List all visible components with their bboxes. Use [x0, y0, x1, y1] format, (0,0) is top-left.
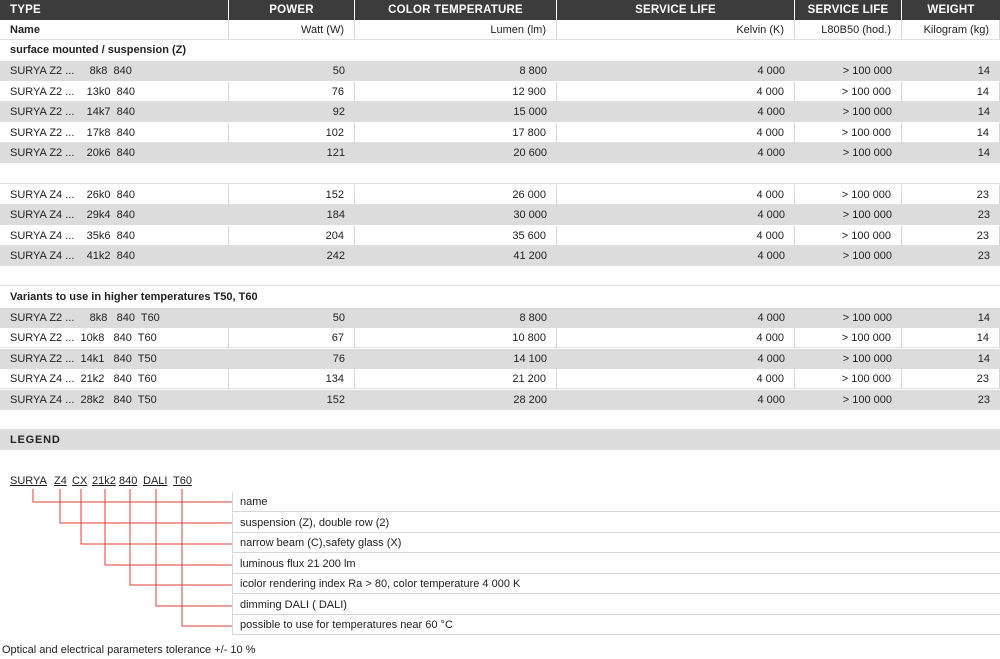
unit-watt: Watt (W)	[229, 20, 355, 40]
cell-name: SURYA Z2 ... 8k8 840 T60	[10, 311, 160, 324]
table-row	[0, 205, 1000, 225]
cell-watt: 50	[332, 65, 345, 77]
cell-life: > 100 000	[842, 311, 892, 324]
legend-item-temp: possible to use for temperatures near 60 °C	[232, 615, 1000, 635]
cell-kelvin: 4 000	[757, 147, 785, 159]
section-surface: surface mounted / suspension (Z)	[10, 44, 187, 56]
cell-watt: 92	[332, 106, 345, 118]
cell-watt: 76	[229, 82, 355, 102]
cell-lumen: 41 200	[513, 250, 547, 262]
cell-kg: 23	[977, 209, 990, 221]
table-row	[0, 390, 1000, 410]
connector-temp	[182, 489, 233, 626]
header-type: TYPE	[0, 0, 228, 20]
cell-life: > 100 000	[842, 147, 892, 159]
cell-name: SURYA Z4 ... 41k2 840	[10, 250, 135, 262]
units-row	[0, 20, 1000, 40]
code-part-surya: SURYA	[10, 475, 47, 487]
table-row	[0, 102, 1000, 122]
cell-name: SURYA Z4 ... 29k4 840	[10, 209, 135, 221]
cell-kelvin: 4 000	[557, 369, 795, 389]
table-row	[0, 369, 1000, 389]
cell-life: > 100 000	[842, 250, 892, 262]
cell-name: SURYA Z2 ... 14k1 840 T50	[10, 352, 157, 365]
cell-lumen: 20 600	[513, 147, 547, 159]
cell-kelvin: 4 000	[757, 106, 785, 118]
connector-name	[33, 489, 233, 502]
cell-kg: 14	[977, 147, 990, 159]
cell-kg: 14	[902, 82, 1000, 102]
cell-lumen: 17 800	[355, 123, 557, 143]
table-row	[0, 349, 1000, 369]
legend-item-dali: dimming DALI ( DALI)	[232, 595, 1000, 615]
cell-watt: 121	[326, 147, 345, 159]
cell-life: > 100 000	[795, 369, 902, 389]
cell-watt: 204	[229, 226, 355, 246]
cell-name: SURYA Z4 ... 21k2 840 T60	[0, 369, 229, 389]
code-part-t60: T60	[173, 475, 192, 487]
cell-watt: 152	[326, 393, 345, 406]
code-part-840: 840	[119, 475, 138, 487]
cell-name: SURYA Z2 ... 14k7 840	[10, 106, 135, 118]
cell-kelvin: 4 000	[757, 393, 785, 406]
cell-name: SURYA Z2 ... 17k8 840	[0, 123, 229, 143]
cell-lumen: 35 600	[355, 226, 557, 246]
code-part-21k2: 21k2	[92, 475, 116, 487]
cell-lumen: 10 800	[355, 328, 557, 348]
cell-lumen: 21 200	[355, 369, 557, 389]
table-row	[0, 328, 1000, 348]
cell-life: > 100 000	[795, 185, 902, 205]
connector-beam	[81, 489, 233, 544]
table-header	[0, 0, 1000, 20]
unit-life: L80B50 (hod.)	[795, 20, 902, 40]
cell-life: > 100 000	[842, 106, 892, 118]
cell-kelvin: 4 000	[757, 352, 785, 365]
header-color-temperature: COLOR TEMPERATURE	[355, 0, 556, 20]
connector-dali	[156, 489, 233, 606]
cell-name: SURYA Z2 ... 8k8 840	[10, 65, 132, 77]
table-row	[0, 185, 1000, 205]
header-service-life-2: SERVICE LIFE	[795, 0, 901, 20]
cell-life: > 100 000	[842, 393, 892, 406]
cell-watt: 152	[229, 185, 355, 205]
tolerance-note: Optical and electrical parameters tolerance +/- 10 %	[2, 644, 256, 656]
cell-lumen: 12 900	[355, 82, 557, 102]
unit-kelvin: Kelvin (K)	[557, 20, 795, 40]
cell-kelvin: 4 000	[557, 185, 795, 205]
cell-name: SURYA Z2 ... 20k6 840	[10, 147, 135, 159]
section-variants: Variants to use in higher temperatures T50, T60	[10, 291, 258, 303]
cell-kg: 14	[977, 65, 990, 77]
cell-life: > 100 000	[795, 328, 902, 348]
table-row	[0, 246, 1000, 266]
cell-watt: 184	[326, 209, 345, 221]
cell-name: SURYA Z2 ... 10k8 840 T60	[0, 328, 229, 348]
header-weight: WEIGHT	[902, 0, 1000, 20]
cell-watt: 50	[332, 311, 345, 324]
cell-kelvin: 4 000	[557, 328, 795, 348]
table-row	[0, 308, 1000, 328]
cell-kg: 23	[902, 369, 1000, 389]
spacer-row	[0, 410, 1000, 430]
legend-item-beam: narrow beam (C),safety glass (X)	[232, 533, 1000, 553]
cell-life: > 100 000	[842, 209, 892, 221]
cell-life: > 100 000	[795, 82, 902, 102]
unit-kg: Kilogram (kg)	[902, 20, 1000, 40]
cell-watt: 76	[332, 352, 345, 365]
legend-item-color: icolor rendering index Ra > 80, color temperature 4 000 K	[232, 574, 1000, 594]
cell-kg: 14	[977, 311, 990, 324]
cell-lumen: 8 800	[519, 311, 547, 324]
cell-life: > 100 000	[842, 65, 892, 77]
cell-kelvin: 4 000	[757, 209, 785, 221]
cell-kelvin: 4 000	[757, 250, 785, 262]
cell-kg: 14	[902, 123, 1000, 143]
cell-kelvin: 4 000	[557, 123, 795, 143]
spacer-row	[0, 266, 1000, 286]
cell-lumen: 8 800	[519, 65, 547, 77]
connector-flux	[105, 489, 233, 565]
unit-lumen: Lumen (lm)	[355, 20, 557, 40]
cell-kg: 14	[902, 328, 1000, 348]
cell-kelvin: 4 000	[557, 82, 795, 102]
cell-kg: 23	[977, 250, 990, 262]
cell-watt: 67	[229, 328, 355, 348]
header-power: POWER	[229, 0, 354, 20]
cell-watt: 242	[326, 250, 345, 262]
code-part-z4: Z4	[54, 475, 67, 487]
spacer-row	[0, 164, 1000, 184]
cell-life: > 100 000	[842, 352, 892, 365]
table-row	[0, 143, 1000, 163]
connector-suspension	[60, 489, 233, 523]
cell-name: SURYA Z4 ... 28k2 840 T50	[10, 393, 157, 406]
legend-item-flux: luminous flux 21 200 lm	[232, 554, 1000, 574]
cell-name: SURYA Z4 ... 35k6 840	[0, 226, 229, 246]
code-part-dali: DALI	[143, 475, 168, 487]
legend-connectors	[0, 489, 240, 629]
cell-kg: 14	[977, 352, 990, 365]
cell-name: SURYA Z2 ... 13k0 840	[0, 82, 229, 102]
code-part-cx: CX	[72, 475, 88, 487]
cell-kg: 23	[977, 393, 990, 406]
table-row	[0, 226, 1000, 246]
header-service-life: SERVICE LIFE	[557, 0, 794, 20]
table-row	[0, 82, 1000, 102]
cell-kg: 23	[902, 185, 1000, 205]
legend-item-name: name	[232, 492, 1000, 512]
cell-name: SURYA Z4 ... 26k0 840	[0, 185, 229, 205]
cell-life: > 100 000	[795, 123, 902, 143]
unit-name: Name	[0, 20, 229, 40]
cell-life: > 100 000	[795, 226, 902, 246]
table-row	[0, 123, 1000, 143]
cell-lumen: 30 000	[513, 209, 547, 221]
cell-lumen: 28 200	[513, 393, 547, 406]
cell-watt: 134	[229, 369, 355, 389]
cell-kg: 23	[902, 226, 1000, 246]
legend-item-suspension: suspension (Z), double row (2)	[232, 513, 1000, 533]
cell-watt: 102	[229, 123, 355, 143]
cell-kelvin: 4 000	[757, 311, 785, 324]
cell-lumen: 26 000	[355, 185, 557, 205]
legend-title: LEGEND	[0, 430, 1000, 450]
cell-kelvin: 4 000	[557, 226, 795, 246]
cell-lumen: 15 000	[513, 106, 547, 118]
cell-kelvin: 4 000	[757, 65, 785, 77]
cell-kg: 14	[977, 106, 990, 118]
cell-lumen: 14 100	[513, 352, 547, 365]
table-row	[0, 61, 1000, 81]
